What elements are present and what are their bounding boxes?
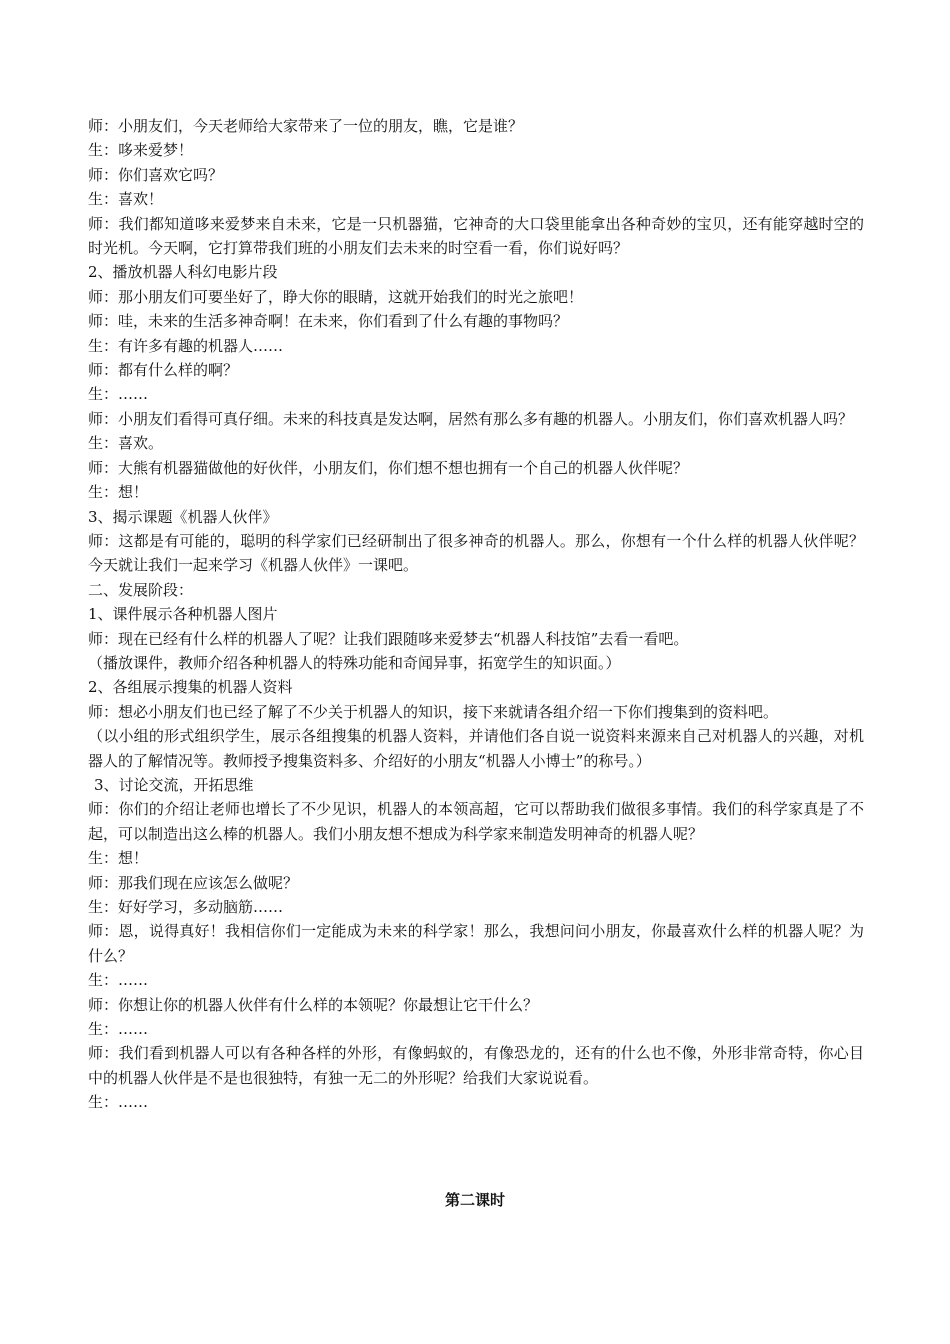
line-5: 师：我们都知道哆来爱梦来自未来，它是一只机器猫，它神奇的大口袋里能拿出各种奇妙的宝贝，还有能穿越时空的时光机。今天啊，它打算带我们班的小朋友们去未来的时空看一看，你们说好吗？ xyxy=(88,214,864,258)
section-heading: 第二课时 xyxy=(444,1191,505,1209)
lesson-body xyxy=(88,114,864,1115)
line-9: 生：有许多有趣的机器人…… xyxy=(88,336,284,355)
line-6: 2、播放机器人科幻电影片段 xyxy=(88,263,278,282)
line-24: （以小组的形式组织学生，展示各组搜集的机器人资料，并请他们各自说一说资料来源来自己对机器人的兴趣，对机器人的了解情况等。教师授予搜集资料多、介绍好的小朋友“机器人小博士”的称号。） xyxy=(88,727,864,770)
line-12: 师：小朋友们看得可真仔细。未来的科技真是发达啊，居然有那么多有趣的机器人。小朋友们，你们喜欢机器人吗？ xyxy=(88,409,854,428)
line-18: 二、发展阶段： xyxy=(88,580,194,599)
line-23: 师：想必小朋友们也已经了解了不少关于机器人的知识，接下来就请各组介绍一下你们搜集到的资料吧。 xyxy=(88,702,779,721)
line-31: 生：…… xyxy=(88,971,149,990)
line-27: 生：想！ xyxy=(88,849,149,868)
line-7: 师：那小朋友们可要坐好了，睁大你的眼睛，这就开始我们的时光之旅吧！ xyxy=(88,287,584,306)
line-3: 师：你们喜欢它吗？ xyxy=(88,165,224,184)
line-35: 生：…… xyxy=(88,1093,149,1112)
line-33: 生：…… xyxy=(88,1020,149,1039)
line-26: 师：你们的介绍让老师也增长了不少见识，机器人的本领高超，它可以帮助我们做很多事情。我们的科学家真是了不起，可以制造出这么棒的机器人。我们小朋友想不想成为科学家来制造发明神奇的机器人呢？ xyxy=(88,800,864,843)
line-30: 师：恩，说得真好！我相信你们一定能成为未来的科学家！那么，我想问问小朋友，你最喜欢什么样的机器人呢？为什么？ xyxy=(88,922,864,965)
line-4: 生：喜欢！ xyxy=(88,190,164,209)
line-34: 师：我们看到机器人可以有各种各样的外形，有像蚂蚁的，有像恐龙的，还有的什么也不像，外形非常奇特，你心目中的机器人伙伴是不是也很独特，有独一无二的外形呢？给我们大家说说看。 xyxy=(88,1044,864,1087)
line-28: 师：那我们现在应该怎么做呢？ xyxy=(88,873,299,892)
line-19: 1、课件展示各种机器人图片 xyxy=(88,605,278,624)
line-16: 3、揭示课题《机器人伙伴》 xyxy=(88,507,278,526)
line-29: 生：好好学习，多动脑筋…… xyxy=(88,898,284,916)
line-1: 师：小朋友们，今天老师给大家带来了一位的朋友，瞧，它是谁？ xyxy=(88,117,524,135)
line-25: 3、讨论交流，开拓思维 xyxy=(94,775,254,794)
line-22: 2、各组展示搜集的机器人资料 xyxy=(88,678,293,697)
line-20: 师：现在已经有什么样的机器人了呢？让我们跟随哆来爱梦去“机器人科技馆”去看一看吧。 xyxy=(88,629,689,648)
line-15: 生：想！ xyxy=(88,483,149,502)
line-21: （播放课件，教师介绍各种机器人的特殊功能和奇闻异事，拓宽学生的知识面。） xyxy=(88,653,621,672)
line-17: 师：这都是有可能的，聪明的科学家们已经研制出了很多神奇的机器人。那么，你想有一个什么样的机器人伙伴呢？今天就让我们一起来学习《机器人伙伴》一课吧。 xyxy=(88,531,864,575)
line-13: 生：喜欢。 xyxy=(88,434,164,453)
line-14: 师：大熊有机器猫做他的好伙伴，小朋友们，你们想不想也拥有一个自己的机器人伙伴呢？ xyxy=(88,458,689,477)
line-32: 师：你想让你的机器人伙伴有什么样的本领呢？你最想让它干什么？ xyxy=(88,995,539,1014)
line-2: 生：哆来爱梦！ xyxy=(88,141,194,160)
line-11: 生：…… xyxy=(88,385,149,404)
line-8: 师：哇，未来的生活多神奇啊！在未来，你们看到了什么有趣的事物吗？ xyxy=(88,312,569,331)
line-10: 师：都有什么样的啊？ xyxy=(88,361,239,380)
